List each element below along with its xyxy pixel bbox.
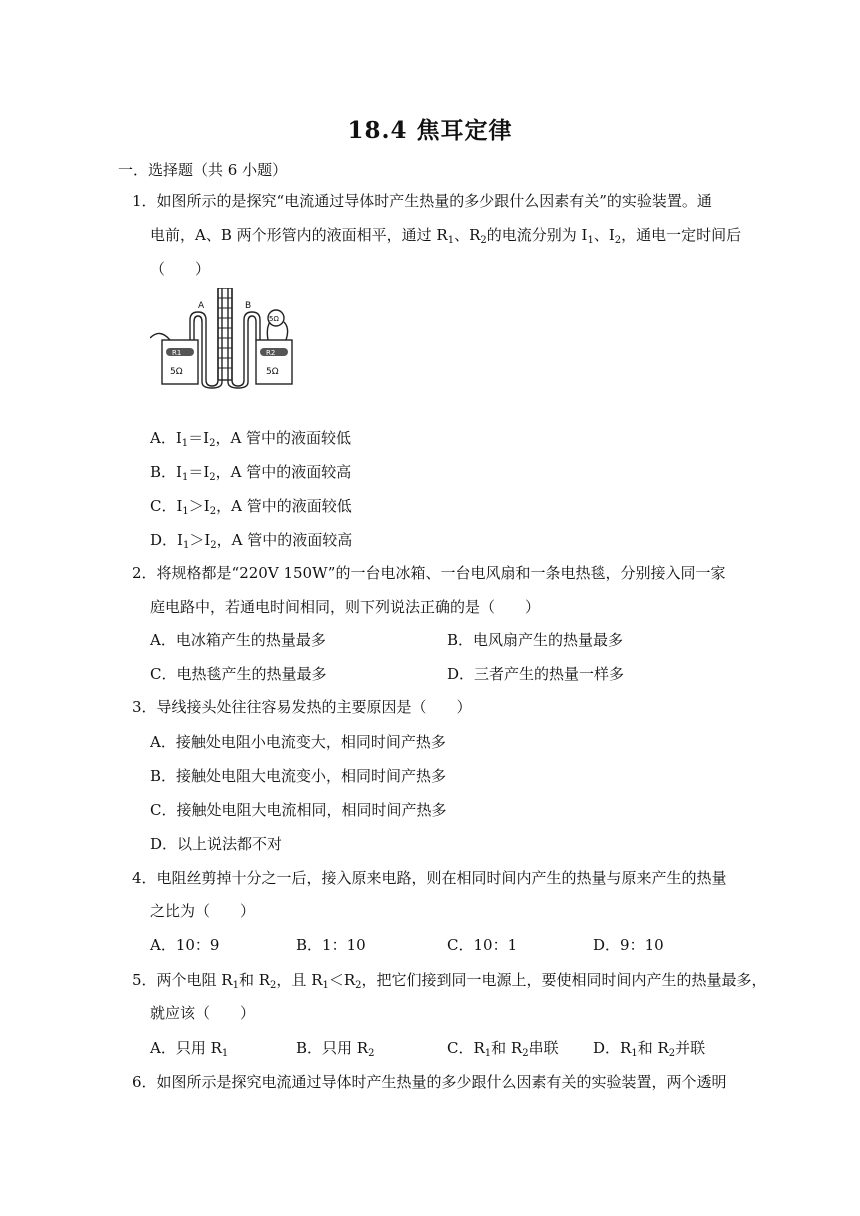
- q4-option-a: A．10：9: [150, 936, 220, 954]
- q1-stem-line2: 电前，A、B 两个形管内的液面相平，通过 $R_1$、$R_2$的电流分别为 $I_1$、$I_2$，通电一定时间后: [150, 226, 742, 246]
- q1-answer-blank: （ ）: [150, 260, 211, 278]
- fig-label-r2: R2: [266, 349, 276, 357]
- fig-label-b: B: [245, 301, 252, 311]
- q3-option-d: D．以上说法都不对: [150, 835, 283, 853]
- q3-stem: 3．导线接头处往往容易发热的主要原因是（ ）: [132, 698, 472, 716]
- q1-option-b: B．$I_1=I_2$，A 管中的液面较高: [150, 463, 352, 483]
- section-heading: 一．选择题（共 6 小题）: [118, 161, 288, 179]
- q1-option-d: D．$I_1>I_2$，A 管中的液面较高: [150, 531, 353, 551]
- fig-label-r1: R1: [172, 349, 182, 357]
- q4-option-c: C．10：1: [447, 936, 518, 954]
- q1-stem-line1: 1．如图所示的是探究“电流通过导体时产生热量的多少跟什么因素有关”的实验装置。通: [132, 192, 712, 210]
- q4-option-d: D．9：10: [593, 936, 664, 954]
- fig-label-ohm-left: 5Ω: [170, 367, 183, 377]
- fig-label-ohm-right: 5Ω: [266, 367, 279, 377]
- fig-label-a: A: [198, 301, 205, 311]
- q5-stem-line2: 就应该（ ）: [150, 1004, 256, 1022]
- q5-stem-line1: 5．两个电阻 $R_1$和 $R_2$，且 $R_1<R_2$，把它们接到同一电源上，要使相同时间内产生的热量最多，: [132, 971, 767, 991]
- q2-stem-line2: 庭电路中，若通电时间相同，则下列说法正确的是（ ）: [150, 598, 541, 616]
- q5-option-a: A．只用 $R_1$: [150, 1039, 229, 1059]
- page-title: 18.4 焦耳定律: [347, 117, 513, 144]
- q5-option-b: B．只用 $R_2$: [296, 1039, 375, 1059]
- q2-option-d: D．三者产生的热量一样多: [447, 665, 625, 683]
- q3-option-b: B．接触处电阻大电流变小，相同时间产热多: [150, 767, 447, 785]
- joule-apparatus-figure: [150, 288, 298, 390]
- q5-option-d: D．$R_1$和 $R_2$并联: [593, 1039, 706, 1059]
- q2-option-b: B．电风扇产生的热量最多: [447, 631, 624, 649]
- q2-stem-line1: 2．将规格都是“220V 150W”的一台电冰箱、一台电风扇和一条电热毯，分别接入同一家: [132, 564, 726, 582]
- q3-option-c: C．接触处电阻大电流相同，相同时间产热多: [150, 801, 447, 819]
- q2-option-a: A．电冰箱产生的热量最多: [150, 631, 326, 649]
- q3-option-a: A．接触处电阻小电流变大，相同时间产热多: [150, 733, 446, 751]
- q1-option-a: A．$I_1=I_2$，A 管中的液面较低: [150, 429, 352, 449]
- q1-option-c: C．$I_1>I_2$，A 管中的液面较低: [150, 497, 352, 517]
- q4-stem-line1: 4．电阻丝剪掉十分之一后，接入原来电路，则在相同时间内产生的热量与原来产生的热量: [132, 869, 727, 887]
- q4-stem-line2: 之比为（ ）: [150, 902, 256, 920]
- q2-option-c: C．电热毯产生的热量最多: [150, 665, 327, 683]
- fig-label-ohm-top: 5Ω: [269, 315, 279, 323]
- q4-option-b: B．1：10: [296, 936, 366, 954]
- q5-option-c: C．$R_1$和 $R_2$串联: [447, 1039, 559, 1059]
- q6-stem-line1: 6．如图所示是探究电流通过导体时产生热量的多少跟什么因素有关的实验装置，两个透明: [132, 1073, 727, 1091]
